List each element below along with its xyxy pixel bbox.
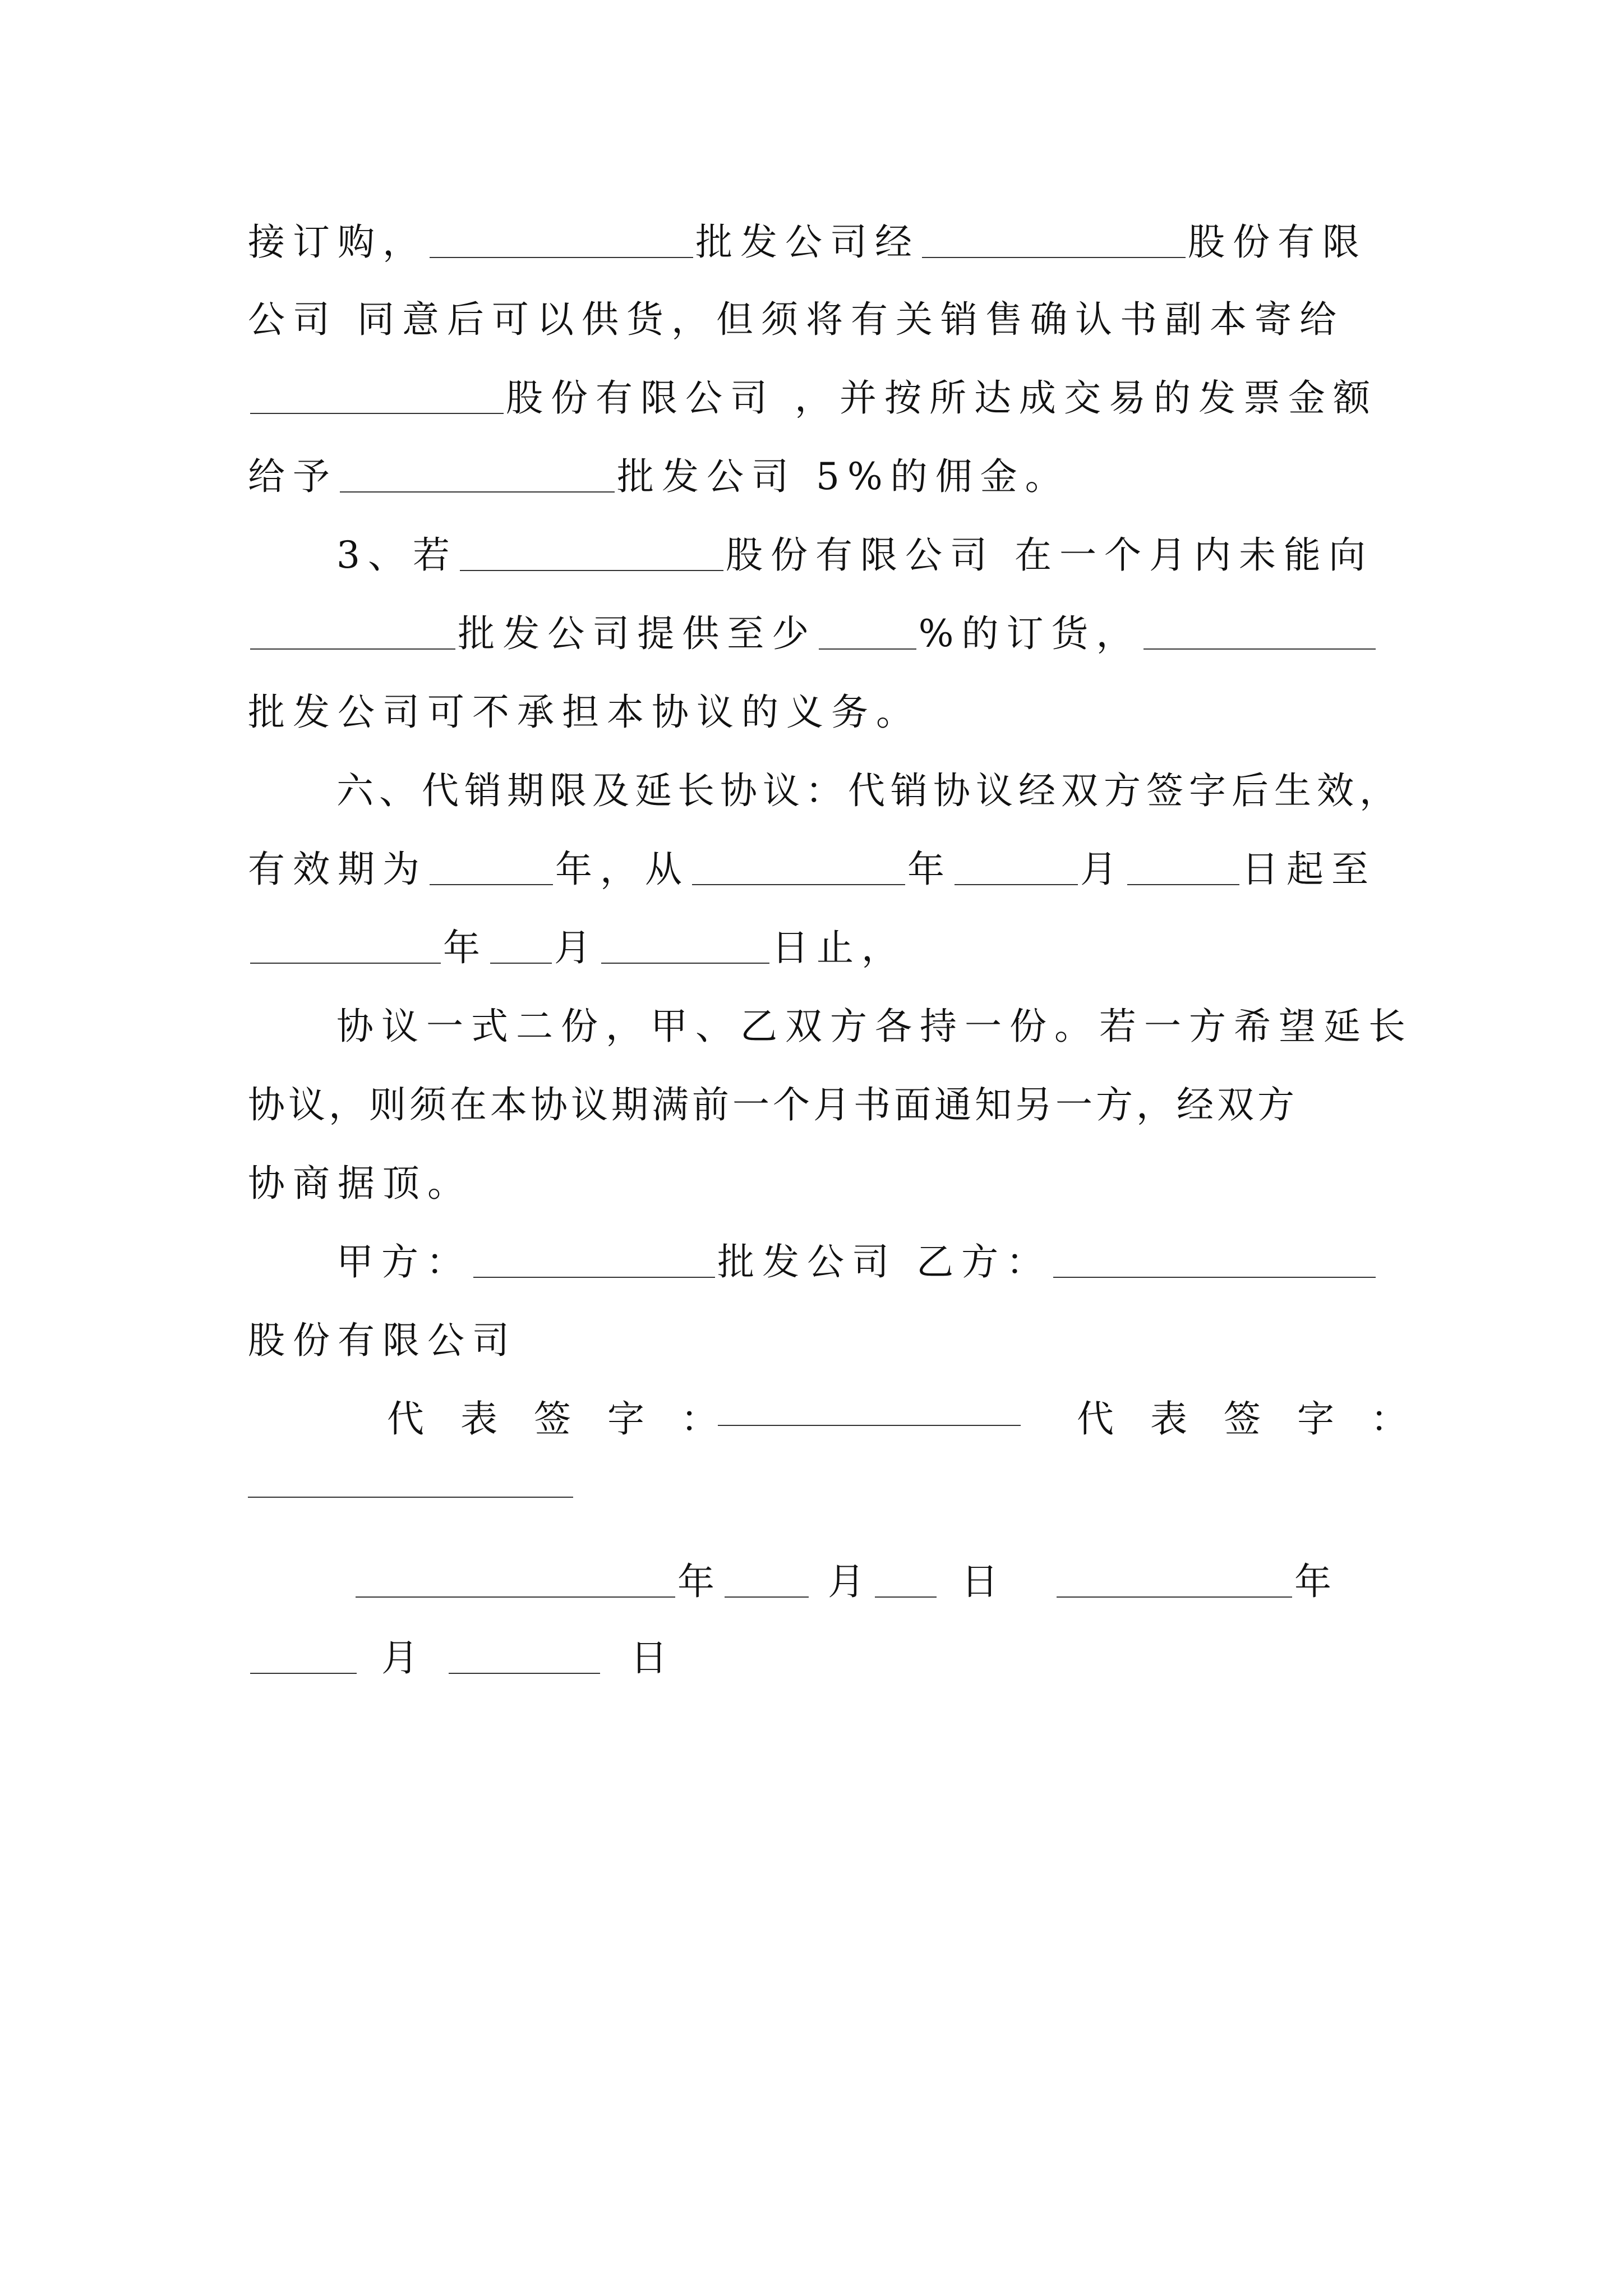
text: 给予 [248, 455, 338, 498]
text: 接订购， [248, 220, 427, 264]
clause-2-line-3 [248, 365, 1378, 432]
text: 协议一式二份，甲、乙双方各持一份。若一方希望延长 [336, 1005, 1413, 1048]
blank-field[interactable] [1127, 850, 1239, 885]
blank-field[interactable] [356, 1563, 675, 1598]
text: 月 [1080, 848, 1125, 891]
blank-field[interactable] [250, 615, 455, 650]
text: 股份有限公司 ，并按所达成交易的发票金额 [506, 376, 1378, 420]
text: 3、若 [336, 533, 458, 577]
text: 日 [630, 1636, 675, 1680]
text: 股份有限公司 [248, 1319, 517, 1362]
blank-field[interactable] [250, 1639, 357, 1674]
blank-field[interactable] [1057, 1563, 1292, 1598]
text: 批发公司 乙方： [717, 1240, 1052, 1283]
text: 公司 同意后可以供货，但须将有关销售确认书副本寄给 [248, 298, 1344, 341]
blank-field[interactable] [250, 929, 441, 964]
copies-line-2 [248, 1071, 1378, 1139]
blank-field[interactable] [819, 615, 916, 650]
text: 代 表 签 字 ： [1077, 1397, 1420, 1441]
text: 年，从 [555, 848, 690, 891]
blank-field[interactable] [340, 458, 615, 493]
date-line-1 [353, 1548, 1380, 1616]
blank-field[interactable] [922, 223, 1186, 258]
clause-2-line-2 [248, 286, 1378, 353]
text: 日 [961, 1560, 1006, 1603]
section-6-line-1 [336, 757, 1402, 825]
text: 批发公司 5%的佣金。 [617, 455, 1070, 498]
party-a-field[interactable] [473, 1243, 715, 1278]
blank-field[interactable] [692, 850, 905, 885]
text: 六、代销期限及延长协议：代销协议经双方签字后生效， [336, 769, 1402, 812]
text: 协商据顶。 [248, 1162, 472, 1205]
text: %的订货， [918, 612, 1141, 655]
text: 月 [554, 926, 599, 969]
clause-3-line-3 [248, 679, 1378, 746]
blank-field[interactable] [1144, 615, 1376, 650]
blank-field[interactable] [955, 850, 1078, 885]
blank-field[interactable] [449, 1639, 600, 1674]
blank-field[interactable] [460, 536, 723, 571]
text: 代 表 签 字 ： [387, 1397, 730, 1441]
blank-field[interactable] [430, 223, 693, 258]
blank-field[interactable] [725, 1563, 809, 1598]
parties-line-1 [336, 1228, 1378, 1296]
signature-label-a [387, 1386, 730, 1453]
text: 年 [677, 1560, 722, 1603]
text: 批发公司可不承担本协议的义务。 [248, 691, 921, 734]
text: 股份有限 [1188, 220, 1367, 264]
copies-line-1 [336, 993, 1413, 1060]
text: 甲方： [336, 1240, 471, 1283]
clause-2-line-1 [248, 209, 1378, 276]
text: 年 [907, 848, 952, 891]
signature-b-field[interactable] [248, 1497, 573, 1498]
text: 日起至 [1242, 848, 1376, 891]
text: 日止， [772, 926, 906, 969]
text: 年 [443, 926, 488, 969]
parties-line-2 [248, 1307, 1378, 1374]
date-line-2 [248, 1625, 1378, 1692]
copies-line-3 [248, 1150, 1378, 1217]
text: 有效期为 [248, 848, 427, 891]
signature-label-b [1077, 1386, 1420, 1453]
section-6-line-2 [248, 836, 1378, 903]
text: 年 [1294, 1560, 1339, 1603]
text: 协议，则须在本协议期满前一个月书面通知另一方，经双方 [248, 1083, 1298, 1126]
blank-field[interactable] [875, 1563, 937, 1598]
party-b-field[interactable] [1053, 1243, 1376, 1278]
blank-field[interactable] [490, 929, 552, 964]
text: 批发公司提供至少 [458, 612, 817, 655]
clause-3-line-2 [248, 600, 1378, 668]
section-6-line-3 [248, 914, 1378, 982]
text: 月 [828, 1560, 873, 1603]
blank-field[interactable] [250, 379, 504, 414]
signature-a-field[interactable] [718, 1425, 1021, 1426]
clause-3-line-1 [336, 522, 1378, 589]
blank-field[interactable] [601, 929, 769, 964]
clause-2-line-4 [248, 443, 1378, 510]
blank-field[interactable] [430, 850, 553, 885]
text: 月 [381, 1636, 426, 1680]
text: 股份有限公司 在一个月内未能向 [726, 533, 1373, 577]
text: 批发公司经 [695, 220, 920, 264]
